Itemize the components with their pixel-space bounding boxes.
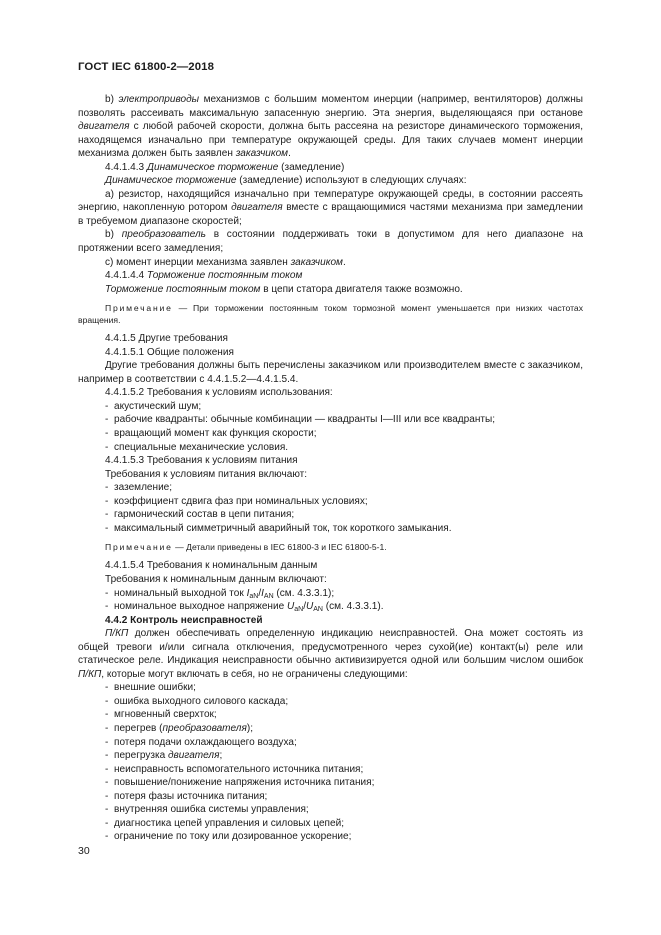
text: номинальный выходной ток [114,587,247,599]
section-number: 4.4.1.4.3 [105,161,147,173]
list-item: - коэффициент сдвига фаз при номинальных условиях; [105,495,368,507]
list-item: - вращающий момент как функция скорости; [105,428,317,440]
page-number: 30 [78,845,90,857]
list-item: - ошибка выходного силового каскада; [105,695,289,707]
note-text: — Детали приведены в IEC 61800-3 и IEC 61800-5-1. [172,542,387,553]
term-italic: заказчиком [290,256,343,268]
text: с любой рабочей скорости, должна быть рассеяна на резисторе динамического торможения, находящемся изначально при температуре окружающей среды. Для таких случаев момент инерции механизма должен быть заявлен [78,121,583,160]
use-conditions-list [78,400,583,454]
list-item: - мгновенный сверхток; [105,709,217,721]
text: заземление; [114,482,173,494]
text: . [342,256,346,268]
text: рабочие квадранты: обычные комбинации — квадранты I—III или все квадранты; [114,414,495,426]
subscript: aN [249,592,259,600]
paragraph-b-drives [78,93,583,161]
text: акустический шум; [114,400,202,412]
section-4-4-1-5-1-heading: 4.4.1.5.1 Общие положения [105,346,234,358]
section-4-4-1-5-2-heading: 4.4.1.5.2 Требования к условиям использования: [105,387,333,399]
list-item: - потеря фазы источника питания; [105,790,268,802]
note-iec-details [78,541,583,553]
text: диагностика цепей управления и силовых цепей; [114,817,344,829]
text: максимальный симметричный аварийный ток, ток короткого замыкания. [114,522,452,534]
text: ); [246,722,253,734]
section-4-4-1-5-3-intro: Требования к условиям питания включают: [105,468,308,480]
text: механизмов с большим моментом инерции (например, вентиляторов) должны позволять рассеивать максимальную запасенную энергию. Эта энергия, выделяющаяся при останове [78,94,584,119]
list-item: - ограничение по току или дозированное ускорение; [105,831,352,843]
list-item: - неисправность вспомогательного источника питания; [105,763,364,775]
list-item: - внешние ошибки; [105,682,196,694]
text: , которые могут включать в себя, но не ограничены следующими: [101,668,408,680]
text: в цепи статора двигателя также возможно. [260,283,463,295]
subscript: aN [294,606,304,614]
section-4-4-1-5-4-intro: Требования к номинальным данным включают: [105,573,327,585]
term-italic: двигателя [231,202,283,214]
symbol: U [286,601,295,613]
text: b) [105,229,122,241]
text: ; [219,750,223,762]
symbol: I [261,587,264,599]
list-item: - внутренняя ошибка системы управления; [105,804,309,816]
term-italic: П/КП [78,668,102,680]
list-item-a [78,188,583,229]
text: специальные механические условия. [114,441,289,453]
term-italic: преобразователя [162,722,247,734]
text: а) резистор, находящийся изначально при температуре окружающей среды, в состоянии рассеять энергию, накопленную ротором [78,188,583,214]
list-item: - специальные механические условия. [105,441,289,453]
text: перегрузка [114,750,168,762]
text: (замедление) [278,161,345,173]
text: / [258,587,262,599]
list-item: - рабочие квадранты: обычные комбинации — квадранты I—III или все квадранты; [105,414,495,426]
note-dc-braking [78,302,583,326]
subscript: AN [263,592,274,600]
text: коэффициент сдвига фаз при номинальных условиях; [114,495,368,507]
list-item-c [78,256,583,270]
text: гармонический состав в цепи питания; [114,509,295,521]
list-item: - повышение/понижение напряжения источника питания; [105,777,375,789]
text: с) момент инерции механизма заявлен [105,256,291,268]
symbol: U [305,601,314,613]
section-4-4-1-4-4-body [78,283,583,297]
rated-data-list [78,587,583,614]
text: (см. 4.3.3.1); [273,587,335,599]
text: повышение/понижение напряжения источника питания; [114,777,375,789]
text: ограничение по току или дозированное ускорение; [114,831,352,843]
section-4-4-1-4-3-heading [78,161,583,175]
section-4-4-1-5-4-heading: 4.4.1.5.4 Требования к номинальным данным [105,560,318,572]
section-4-4-1-4-4-heading [78,269,583,283]
list-item: - максимальный симметричный аварийный ток, ток короткого замыкания. [105,522,452,534]
supply-conditions-list [78,481,583,535]
list-item: - акустический шум; [105,400,202,412]
section-4-4-1-4-3-intro [78,174,583,188]
list-item: - диагностика цепей управления и силовых цепей; [105,817,344,829]
text: / [303,601,306,613]
list-item: - номинальный выходной ток $I_{aN}/I_{AN}$ (см. 4.3.3.1); [105,587,335,600]
term-italic: заказчиком [235,148,289,160]
list-item: - потеря подачи охлаждающего воздуха; [105,736,297,748]
text: мгновенный сверхток; [114,709,217,721]
term-italic: Торможение постоянным током [146,270,303,282]
section-4-4-1-5-heading: 4.4.1.5 Другие требования [105,333,228,345]
text: внутренняя ошибка системы управления; [114,804,309,816]
list-item-b [78,228,583,255]
text: потеря подачи охлаждающего воздуха; [114,736,297,748]
text: потеря фазы источника питания; [114,790,268,802]
list-item: - перегрев (преобразователя); [105,722,253,734]
term-italic: П/КП [105,628,129,640]
text: (замедление) используют в следующих случаях: [236,175,467,187]
text: номинальное выходное напряжение [114,601,287,613]
list-item: - гармонический состав в цепи питания; [105,509,295,521]
list-item: - заземление; [105,482,173,494]
section-4-4-2-body [78,627,583,681]
text: в состоянии поддерживать токи в допустимом для него диапазоне на протяжении всего замедления; [78,229,583,255]
term-italic: Динамическое торможение [146,161,279,173]
fault-list [78,681,583,844]
text: вместе с вращающимися частями механизма при замедлении в требуемом диапазоне скоростей; [78,202,583,227]
term-italic: Торможение постоянным током [105,283,261,295]
symbol: I [246,587,250,599]
term-italic: электроприводы [118,94,200,105]
section-4-4-1-5-1-body: Другие требования должны быть перечислены заказчиком или производителем вместе с заказчиком, например в соответствии с 4.4.1.5.2—4.4.1.5.4. [78,360,583,385]
heading-bold: 4.4.2 Контроль неисправностей [105,614,263,626]
section-4-4-1-5-3-heading: 4.4.1.5.3 Требования к условиям питания [105,455,298,467]
text: ошибка выходного силового каскада; [114,695,289,707]
term-italic: Динамическое торможение [105,175,237,187]
text: b) [105,94,119,105]
text: . [288,148,291,160]
term-italic: преобразователь [121,229,206,241]
list-item: - перегрузка двигателя; [105,750,223,762]
text: внешние ошибки; [114,682,196,694]
note-label: Примечание [105,303,173,314]
text: (см. 4.3.3.1). [322,601,384,613]
document-body [78,93,583,844]
text: перегрев ( [114,722,163,734]
subscript: AN [313,606,323,614]
note-label: Примечание [105,542,173,553]
note-text: — При торможении постоянным током тормозной момент уменьшается при низких частотах вращения. [78,303,583,326]
text: должен обеспечивать определенную индикацию неисправностей. Она может состоять из общей тревоги и/или сигнала отключения, предусмотренного через сухой(ие) контакт(ы) реле или статическое реле. Индикация неисправности обычно активизируется одной или большим числом ошибок [78,628,583,667]
text: вращающий момент как функция скорости; [114,428,317,440]
term-italic: двигателя [78,121,130,133]
document-header: ГОСТ IEC 61800-2—2018 [78,61,215,73]
term-italic: двигателя [167,750,220,762]
text: неисправность вспомогательного источника питания; [114,763,364,775]
list-item: - номинальное выходное напряжение $U_{aN}/U_{AN}$ (см. 4.3.3.1). [105,601,384,614]
section-4-4-2-heading [78,614,583,628]
section-number: 4.4.1.4.4 [105,270,147,282]
